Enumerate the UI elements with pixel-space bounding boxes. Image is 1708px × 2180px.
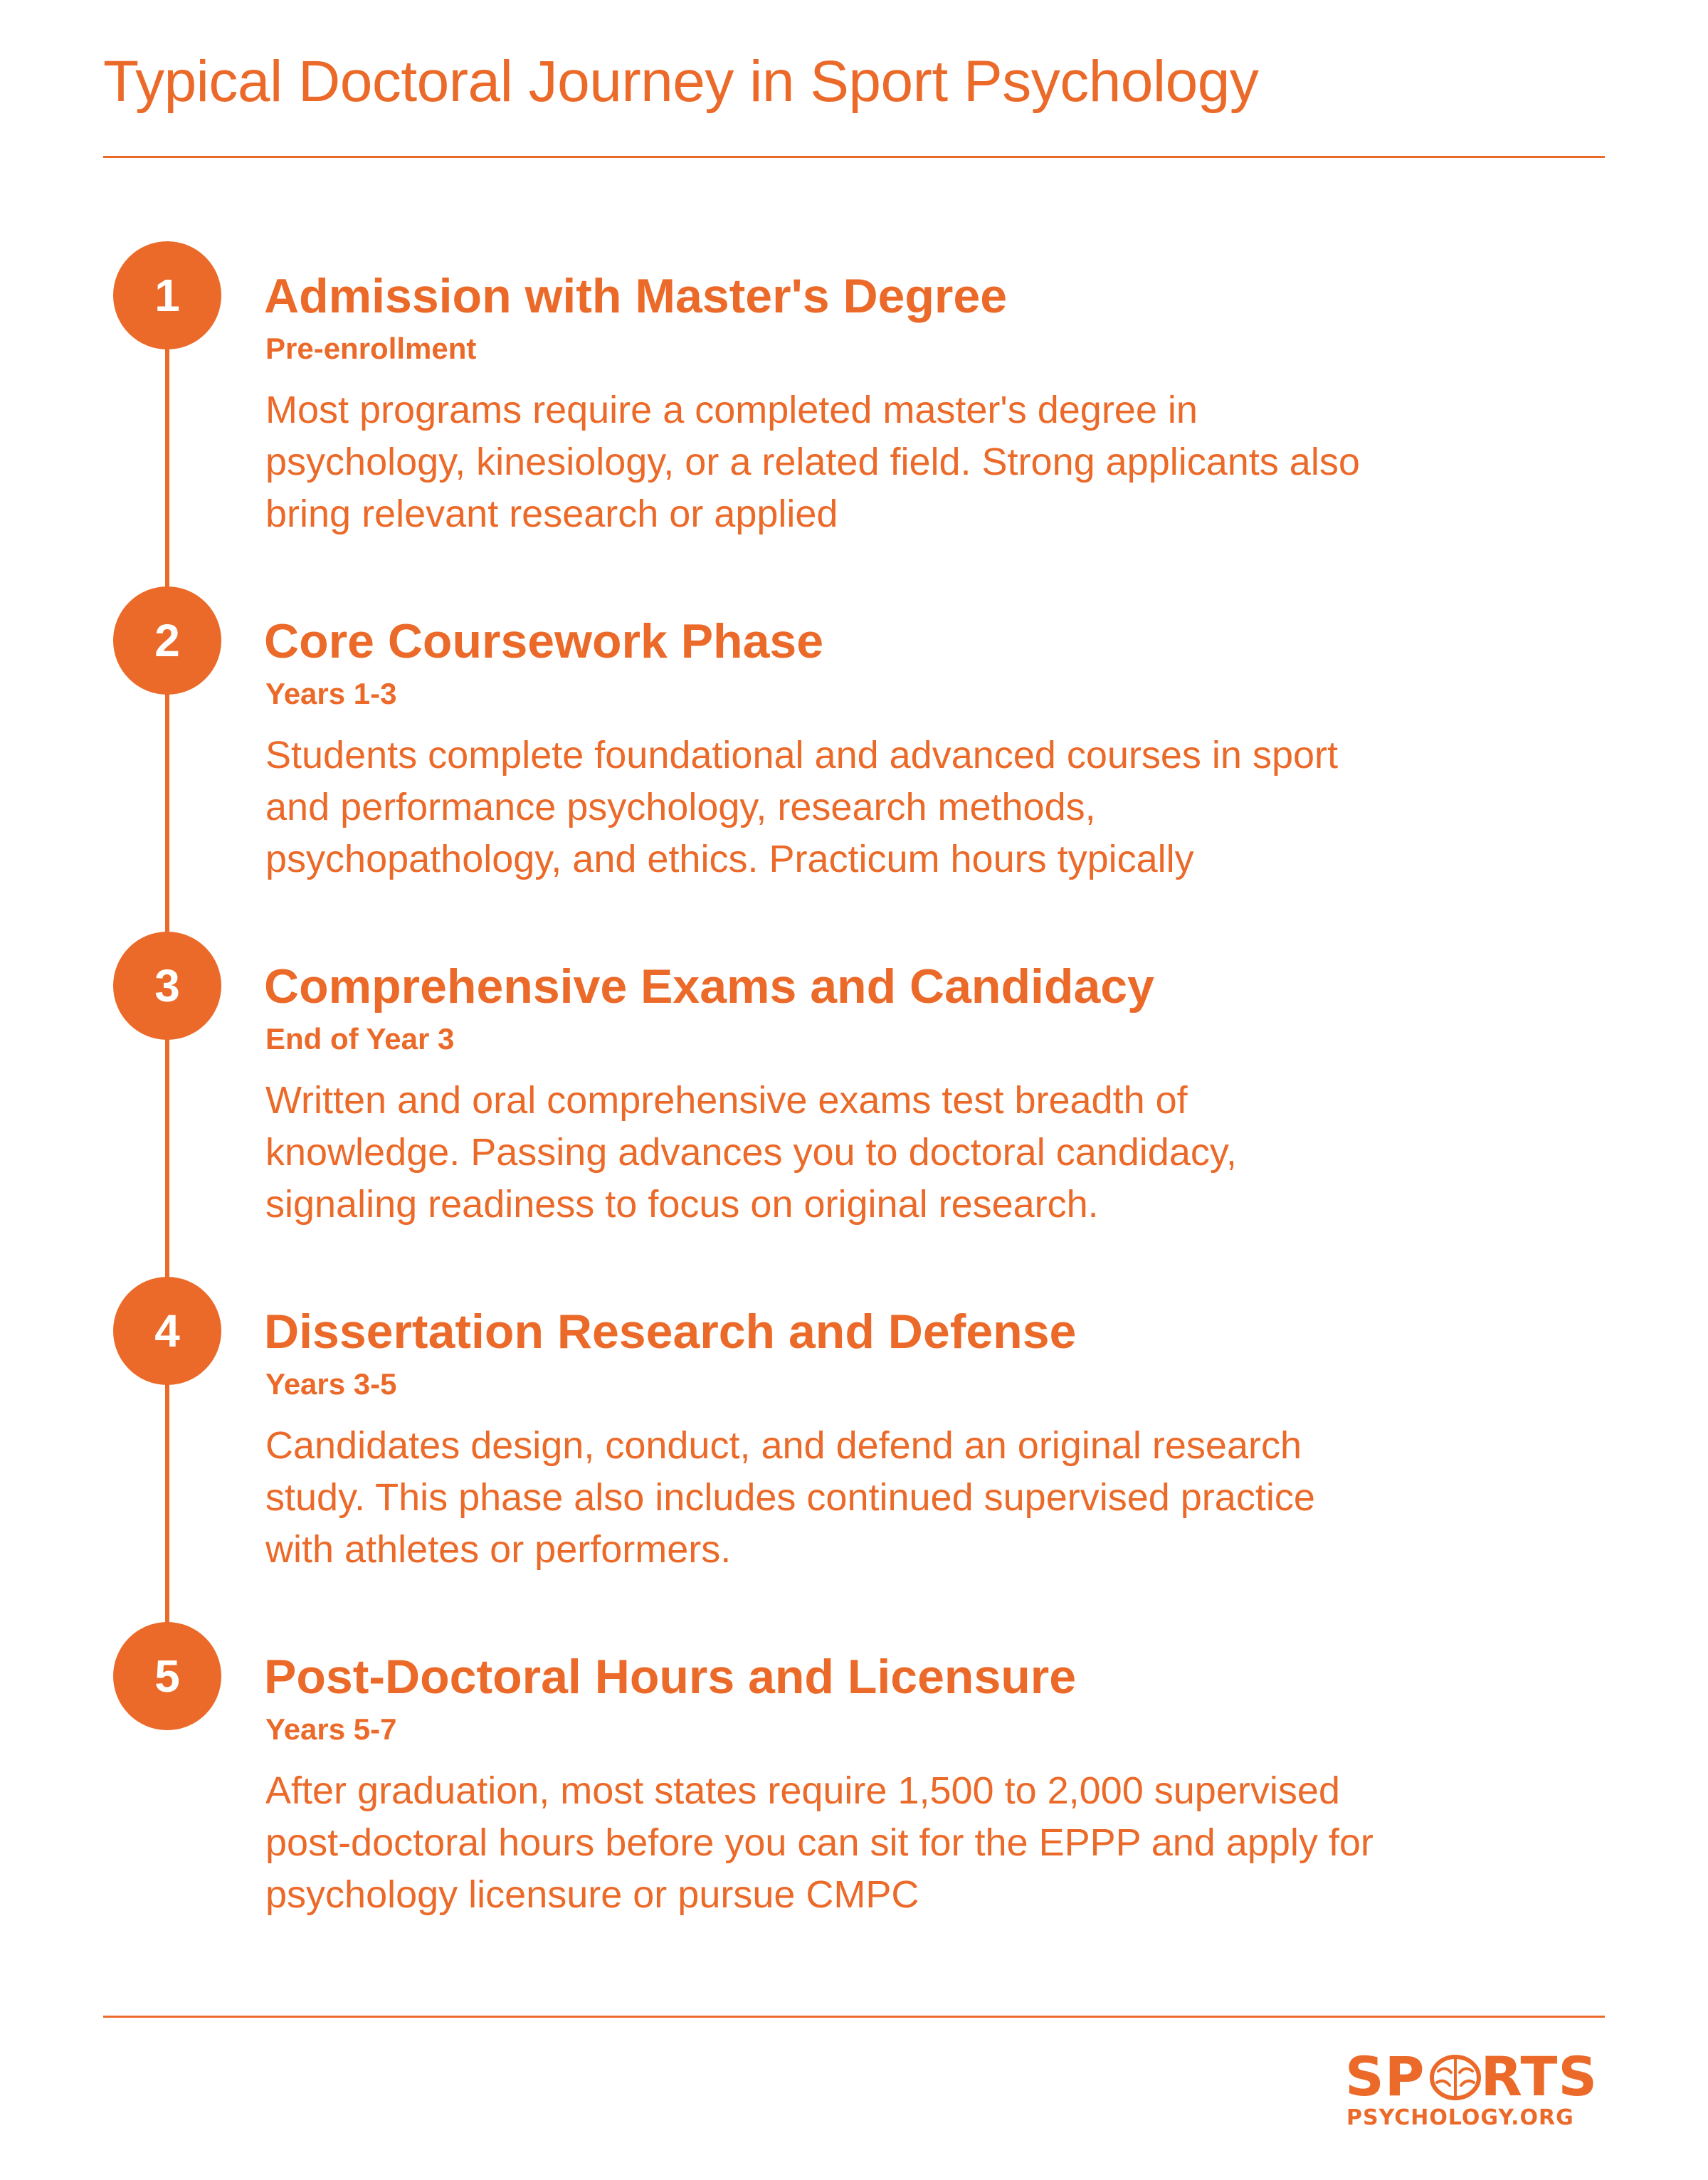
step-title: Comprehensive Exams and Candidacy — [264, 959, 1154, 1013]
step-title: Admission with Master's Degree — [264, 269, 1008, 323]
logo-text-sp: SP — [1345, 2045, 1425, 2108]
step-period: Pre-enrollment — [265, 332, 477, 365]
step-period: Years 3-5 — [265, 1367, 397, 1401]
bottom-divider — [103, 2016, 1605, 2018]
logo-text-rts: RTS — [1480, 2045, 1598, 2108]
sportspsychology-logo — [1345, 2045, 1601, 2130]
brain-icon — [1428, 2053, 1482, 2102]
step-number-badge: 4 — [113, 1277, 221, 1385]
step-description: After graduation, most states require 1,500 to 2,000 supervised post-doctoral hours before you can sit for the EPPP and apply for psychology licensure or pursue CMPC — [265, 1769, 1374, 1916]
step-description: Candidates design, conduct, and defend an original research study. This phase also includes continued supervised practice with athletes or performers. — [265, 1424, 1315, 1571]
step-number-badge: 1 — [113, 241, 221, 349]
step-period: End of Year 3 — [265, 1022, 455, 1055]
step-title: Core Coursework Phase — [264, 614, 824, 668]
step-period: Years 5-7 — [265, 1712, 397, 1746]
step-description: Students complete foundational and advanced courses in sport and performance psychology, research methods, psychopathology, and ethics. Practicum hours typically — [265, 734, 1338, 880]
step-title: Post-Doctoral Hours and Licensure — [264, 1650, 1077, 1704]
step-number-badge: 2 — [113, 586, 221, 695]
step-period: Years 1-3 — [265, 677, 397, 710]
step-number-badge: 3 — [113, 932, 221, 1040]
logo-subtext: PSYCHOLOGY.ORG — [1346, 2105, 1574, 2130]
step-description: Written and oral comprehensive exams test breadth of knowledge. Passing advances you to doctoral candidacy, signaling readiness to focus on original research. — [265, 1079, 1237, 1226]
step-number-badge: 5 — [113, 1622, 221, 1730]
step-description: Most programs require a completed master's degree in psychology, kinesiology, or a related field. Strong applicants also bring relevant research or applied — [265, 389, 1360, 535]
page-title: Typical Doctoral Journey in Sport Psychology — [103, 49, 1259, 114]
top-divider — [103, 156, 1605, 158]
step-title: Dissertation Research and Defense — [264, 1305, 1077, 1359]
